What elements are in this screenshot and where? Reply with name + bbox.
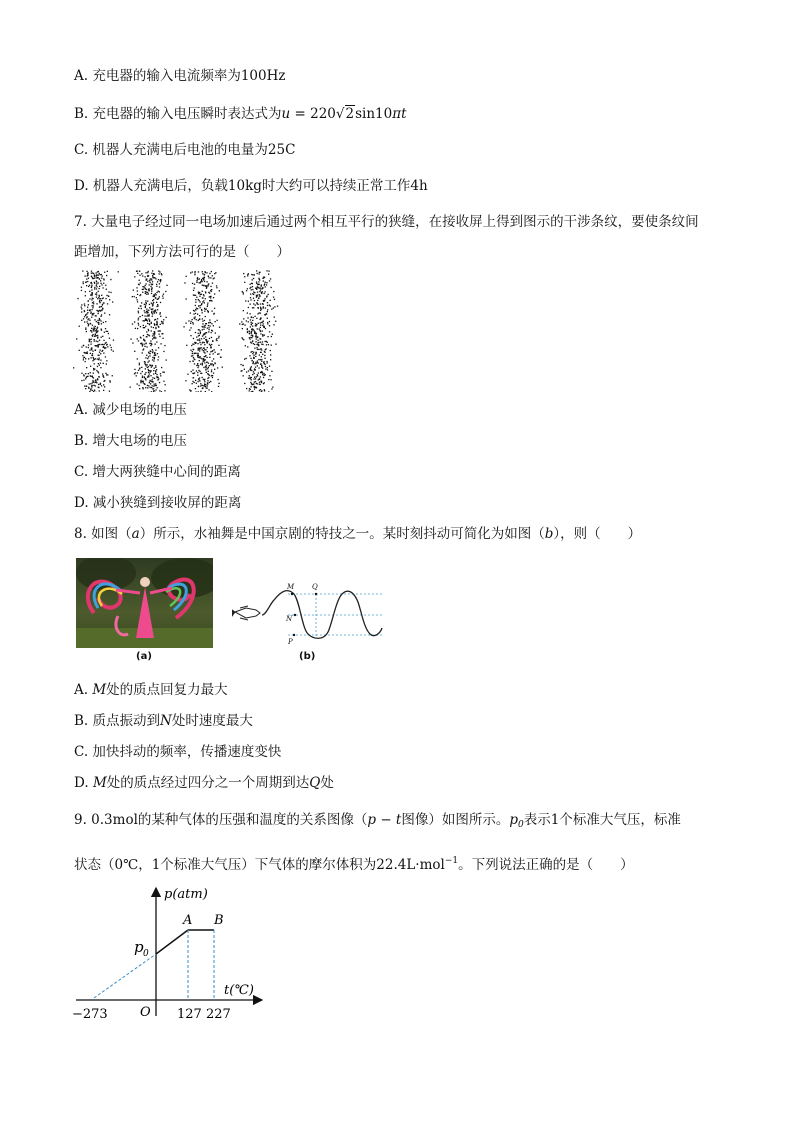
interference-fringes-figure (73, 270, 283, 392)
q8-stem-part1: 8. 如图（ (74, 526, 132, 542)
q8-option-d-part3: 处 (320, 775, 334, 791)
q8-option-a-var: M (92, 682, 107, 698)
q7-option-a: A. 减少电场的电压 (74, 402, 187, 418)
wave-diagram-svg (232, 580, 387, 650)
q6-formula-sin: sin10 (355, 106, 393, 122)
q8-option-b (74, 711, 253, 731)
q9-stem-line2 (74, 851, 634, 875)
hand-icon (232, 606, 260, 620)
q6-option-d: D. 机器人充满电后，负载10kg时大约可以持续正常工作4h (74, 178, 428, 194)
q6-formula-sqrt: 2 (345, 106, 355, 122)
q6-option-a: A. 充电器的输入电流频率为100Hz (74, 68, 286, 84)
q8-option-d-part2: 处的质点经过四分之一个周期到达 (106, 775, 310, 791)
graph-origin: O (140, 1005, 151, 1020)
graph-point-a: A (183, 913, 193, 928)
q6-option-c: C. 机器人充满电后电池的电量为25C (74, 142, 296, 158)
fig-b-label: (b) (299, 651, 316, 662)
water-sleeve-dance-photo (76, 558, 213, 648)
wave-point-p: P (288, 638, 293, 646)
q8-option-b-part2: 处时速度最大 (171, 713, 253, 729)
q6-formula-pit: πt (392, 106, 407, 122)
graph-tick-neg273: −273 (72, 1007, 108, 1022)
q9-stem-line1 (74, 810, 681, 835)
water-sleeve-dance-image (76, 558, 213, 648)
wave-point-n: N (286, 615, 293, 623)
p-t-graph (66, 882, 276, 1022)
wave-point-q: Q (312, 583, 318, 591)
q7-option-d: D. 减小狭缝到接收屏的距离 (74, 495, 242, 511)
fig-a-label: (a) (136, 651, 152, 662)
q8-stem-a: a (131, 526, 140, 542)
q9-stem-var: p − t (367, 812, 402, 828)
q6-option-b: B. 充电器的输入电压瞬时表达式为u = 220√2sin10πt (74, 106, 407, 122)
wave-point-m: M (287, 583, 295, 591)
q9-stem-p0: p (509, 812, 519, 828)
q8-stem (74, 524, 641, 544)
q8-stem-part2: ）所示，水袖舞是中国京剧的特技之一。某时刻抖动可简化为如图（ (139, 526, 545, 542)
graph-p0-label: p (134, 938, 144, 956)
q8-option-c: C. 加快抖动的频率，传播速度变快 (74, 744, 282, 760)
graph-p0-sub: 0 (143, 949, 149, 959)
graph-y-label: p(atm) (164, 887, 208, 902)
q8-option-a (74, 680, 228, 700)
q6-formula-eq: = 220 (290, 106, 336, 122)
q8-option-d-var2: Q (309, 775, 321, 791)
q8-option-d-var: M (92, 775, 107, 791)
q6-option-b-text: B. 充电器的输入电压瞬时表达式为 (74, 106, 282, 122)
q6-formula-u: u (281, 106, 291, 122)
q9-stem-line2-sup: −1 (444, 856, 459, 866)
q8-option-d-part1: D. (74, 775, 93, 791)
q8-stem-part3: ），则（ ） (553, 526, 642, 542)
q7-option-b: B. 增大电场的电压 (74, 433, 188, 449)
q8-option-b-var: N (160, 713, 172, 729)
q8-option-d (74, 773, 334, 793)
q9-stem-part3: 表示1个标准大气压，标准 (523, 812, 681, 828)
q7-stem-line1: 7. 大量电子经过同一电场加速后通过两个相互平行的狭缝，在接收屏上得到图示的干涉条纹，要使条纹间 (74, 214, 699, 230)
q7-option-c: C. 增大两狭缝中心间的距离 (74, 464, 241, 480)
q8-stem-b: b (544, 526, 554, 542)
graph-tick-227: 227 (206, 1007, 231, 1022)
q9-stem-part2: 图像）如图所示。 (401, 812, 510, 828)
q8-option-a-part1: A. (74, 682, 93, 698)
q9-stem-line2-part1: 状态（0℃，1个标准大气压）下气体的摩尔体积为22.4L·mol (74, 857, 445, 873)
p-t-graph-svg (66, 882, 276, 1022)
q9-stem-p0-sub: 0 (518, 820, 524, 830)
graph-point-b: B (214, 913, 224, 928)
q9-stem-line2-part2: 。下列说法正确的是（ ） (458, 857, 634, 873)
graph-x-label: t(℃) (224, 983, 254, 998)
q7-stem-line2: 距增加，下列方法可行的是（ ） (74, 244, 290, 260)
graph-tick-127: 127 (177, 1007, 202, 1022)
wave-diagram (232, 580, 387, 650)
q8-option-b-part1: B. 质点振动到 (74, 713, 161, 729)
interference-fringes-svg (73, 270, 283, 392)
q8-option-a-part2: 处的质点回复力最大 (106, 682, 228, 698)
q9-stem-part1: 9. 0.3mol的某种气体的压强和温度的关系图像（ (74, 812, 368, 828)
